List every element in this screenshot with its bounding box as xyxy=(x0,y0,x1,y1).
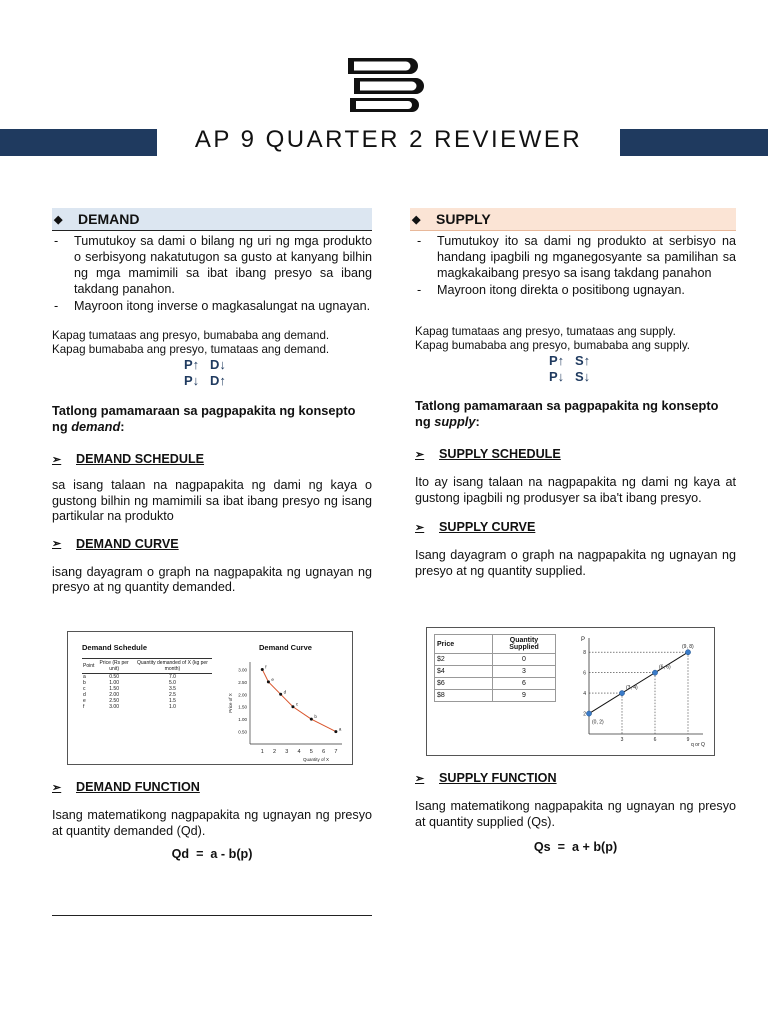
x-tick-label: 2 xyxy=(273,749,277,755)
table-row xyxy=(435,666,556,678)
supply-schedule-text: Ito ay isang talaan na nagpapakita ng dami ng kaya at gustong ipagbili ng produsyer sa iba't ibang presyo. xyxy=(415,475,736,505)
demand-chart-title: Demand Curve xyxy=(259,643,312,652)
y-tick-label: 3.00 xyxy=(238,667,247,673)
list-item: - Tumutukoy sa dami o bilang ng uri ng mga produkto o serbisyong nakatutugon sa gusto at kanyang bilhin ng mga mamimili sa ibat ibang presyo sa ibang takdang panahon. xyxy=(52,233,372,297)
table-cell: e xyxy=(83,698,86,704)
supply-curve-text: Isang dayagram o graph na nagpapakita ng ugnayan ng presyo at ng quantity supplied. xyxy=(415,548,736,578)
table-cell: d xyxy=(83,692,86,698)
list-item: - Mayroon itong direkta o positibong ugnayan. xyxy=(415,282,736,298)
supply-ps-2: P↓ S↓ xyxy=(549,369,591,384)
supply-table-body xyxy=(435,654,556,702)
demand-column xyxy=(52,208,372,596)
diamond-bullet-icon: ◆ xyxy=(412,213,421,226)
y-tick-label: 8 xyxy=(583,650,586,657)
table-cell: b xyxy=(83,680,86,686)
table-header: Price xyxy=(435,635,493,654)
table-row xyxy=(82,704,212,710)
x-tick-label: 6 xyxy=(653,737,657,743)
x-axis-label: q or Q xyxy=(691,742,705,748)
header-bar-right xyxy=(620,129,768,156)
table-cell: 3 xyxy=(493,666,556,678)
x-axis-label: Quantity of X xyxy=(302,757,330,762)
header-bar-left xyxy=(0,129,157,156)
point-label: (0, 2) xyxy=(592,719,604,726)
table-cell: a xyxy=(83,674,86,680)
arrow-bullet-icon: ➢ xyxy=(52,781,62,794)
supply-heading-label: SUPPLY xyxy=(436,211,491,227)
table-cell: 1.50 xyxy=(109,686,119,692)
arrow-bullet-icon: ➢ xyxy=(415,448,425,461)
table-cell: 1.5 xyxy=(168,698,176,704)
list-item: - Tumutukoy ito sa dami ng produkto at serbisyo na handang ipagbili ng mganegosyante sa pamilihan sa magkakaibang presyo sa isang takdang panahon xyxy=(415,233,736,281)
supply-ps-1: P↑ S↑ xyxy=(549,353,591,368)
point-label: (6, 6) xyxy=(659,664,671,671)
data-point xyxy=(279,693,282,696)
supply-function-section xyxy=(415,771,736,854)
data-point xyxy=(619,691,624,696)
point-label: f xyxy=(265,664,267,670)
demand-relation-1: Kapag tumataas ang presyo, bumababa ang demand. xyxy=(52,329,330,342)
supply-curve-line xyxy=(589,652,688,713)
supply-function-text: Isang matematikong nagpapakita ng ugnayan ng presyo at quantity supplied (Qs). xyxy=(415,799,736,829)
demand-function-section xyxy=(52,780,372,861)
arrow-bullet-icon: ➢ xyxy=(415,521,425,534)
x-tick-label: 3 xyxy=(285,749,289,755)
supply-relation-2: Kapag bumababa ang presyo, bumababa ang supply. xyxy=(415,339,691,352)
table-cell: 6 xyxy=(493,678,556,690)
demand-figure xyxy=(67,631,353,765)
x-tick-label: 7 xyxy=(334,749,338,755)
y-axis-label: Price of X xyxy=(228,693,233,713)
table-header: Point xyxy=(83,663,95,669)
table-cell: $2 xyxy=(435,654,493,666)
table-row xyxy=(435,678,556,690)
arrow-bullet-icon: ➢ xyxy=(52,538,62,550)
x-tick-label: 4 xyxy=(297,749,301,755)
demand-formula: Qd = a - b(p) xyxy=(171,847,253,861)
books-stack-icon xyxy=(344,52,424,118)
table-cell: 2.5 xyxy=(168,692,176,698)
table-cell: 3.5 xyxy=(168,686,176,692)
demand-pd-1: P↑ D↓ xyxy=(184,357,226,372)
table-cell: 2.50 xyxy=(109,698,119,704)
table-cell: 1.0 xyxy=(168,704,176,710)
demand-table-title: Demand Schedule xyxy=(82,643,148,652)
table-cell: $4 xyxy=(435,666,493,678)
data-point xyxy=(586,711,591,716)
table-cell: 0.50 xyxy=(109,674,119,680)
demand-relation-2: Kapag bumababa ang presyo, tumataas ang demand. xyxy=(52,343,330,356)
supply-heading xyxy=(410,208,736,231)
supply-formula: Qs = a + b(p) xyxy=(533,840,618,854)
demand-methods-text: Tatlong pamamaraan sa pagpapakita ng konsepto ng demand: xyxy=(52,403,356,434)
table-cell: 0 xyxy=(493,654,556,666)
point-label: e xyxy=(271,676,274,682)
y-tick-label: 1.00 xyxy=(238,717,247,723)
table-header: Quantity Supplied xyxy=(493,635,556,654)
supply-curve-chart xyxy=(567,632,711,752)
demand-curve-chart xyxy=(226,656,348,762)
y-tick-label: 0.50 xyxy=(238,729,247,735)
table-cell: 3.00 xyxy=(109,704,119,710)
arrow-bullet-icon: ➢ xyxy=(415,772,425,785)
table-cell: 9 xyxy=(493,690,556,702)
demand-heading-label: DEMAND xyxy=(78,211,140,227)
y-tick-label: 2 xyxy=(583,711,586,718)
demand-function-text: Isang matematikong nagpapakita ng ugnayan ng presyo at quantity demanded (Qd). xyxy=(52,808,372,838)
y-tick-label: 6 xyxy=(583,670,586,677)
table-cell: f xyxy=(83,704,85,710)
demand-curve-title: ➢ DEMAND CURVE xyxy=(52,536,179,551)
diamond-bullet-icon: ◆ xyxy=(54,213,63,226)
data-point xyxy=(261,668,264,671)
supply-schedule-table xyxy=(434,634,556,702)
arrow-bullet-icon: ➢ xyxy=(52,453,62,466)
demand-function-title: ➢ DEMAND FUNCTION xyxy=(52,780,200,794)
y-tick-label: 1.50 xyxy=(238,704,247,710)
demand-curve-text: isang dayagram o graph na nagpapakita ng ugnayan ng presyo at ng quantity demanded. xyxy=(52,564,372,594)
x-tick-label: 6 xyxy=(322,749,326,755)
page-title: AP 9 QUARTER 2 REVIEWER xyxy=(194,126,583,153)
demand-heading xyxy=(52,208,372,231)
y-tick-label: 2.00 xyxy=(238,692,247,698)
demand-pd-2: P↓ D↑ xyxy=(184,373,226,388)
point-label: (3, 4) xyxy=(626,685,638,692)
table-cell: 1.00 xyxy=(109,680,119,686)
section-divider xyxy=(52,915,372,916)
supply-relation-1: Kapag tumataas ang presyo, tumataas ang supply. xyxy=(415,325,676,338)
data-point xyxy=(685,650,690,655)
demand-definition-list xyxy=(52,233,372,314)
table-row xyxy=(435,690,556,702)
point-label: d xyxy=(283,689,287,695)
x-tick-label: 5 xyxy=(309,749,313,755)
point-label: a xyxy=(338,726,342,732)
supply-curve-title: ➢ SUPPLY CURVE xyxy=(415,520,536,534)
data-point xyxy=(334,730,337,733)
supply-column xyxy=(412,208,736,579)
supply-methods-text: Tatlong pamamaraan sa pagpapakita ng konsepto ng supply: xyxy=(415,398,719,429)
demand-schedule-text: sa isang talaan na nagpapakita ng dami ng kaya o gustong bilhin ng mamimili sa ibat ibang presyo ng isang partikular na produkto xyxy=(52,478,372,523)
table-cell: 2.00 xyxy=(109,692,119,698)
table-cell: 5.0 xyxy=(168,680,176,686)
y-tick-label: 2.50 xyxy=(238,679,247,685)
point-label: b xyxy=(314,714,317,720)
supply-function-title: ➢ SUPPLY FUNCTION xyxy=(415,771,557,785)
x-tick-label: 3 xyxy=(620,737,624,743)
point-label: c xyxy=(295,701,299,707)
table-cell: $6 xyxy=(435,678,493,690)
list-item: - Mayroon itong inverse o magkasalungat na ugnayan. xyxy=(52,298,372,314)
table-cell: 7.0 xyxy=(168,674,176,680)
supply-schedule-title: ➢ SUPPLY SCHEDULE xyxy=(415,447,561,461)
point-label: (9, 8) xyxy=(682,644,694,651)
table-header: Quantity demanded of X (kg per month) xyxy=(137,660,208,672)
table-cell: c xyxy=(83,686,86,692)
demand-schedule-table xyxy=(82,658,212,710)
demand-schedule-title: ➢ DEMAND SCHEDULE xyxy=(52,452,205,466)
y-axis-label: P xyxy=(581,637,586,643)
data-point xyxy=(291,705,294,708)
supply-definition-list xyxy=(415,233,736,298)
data-point xyxy=(652,670,657,675)
table-row xyxy=(435,654,556,666)
y-tick-label: 4 xyxy=(583,691,586,698)
x-tick-label: 1 xyxy=(260,749,264,755)
demand-table-body xyxy=(82,674,212,711)
data-point xyxy=(267,680,270,683)
table-header: Price (Rs per unit) xyxy=(99,660,129,672)
data-point xyxy=(310,718,313,721)
supply-figure xyxy=(426,627,715,756)
x-tick-label: 9 xyxy=(686,737,690,743)
table-cell: $8 xyxy=(435,690,493,702)
